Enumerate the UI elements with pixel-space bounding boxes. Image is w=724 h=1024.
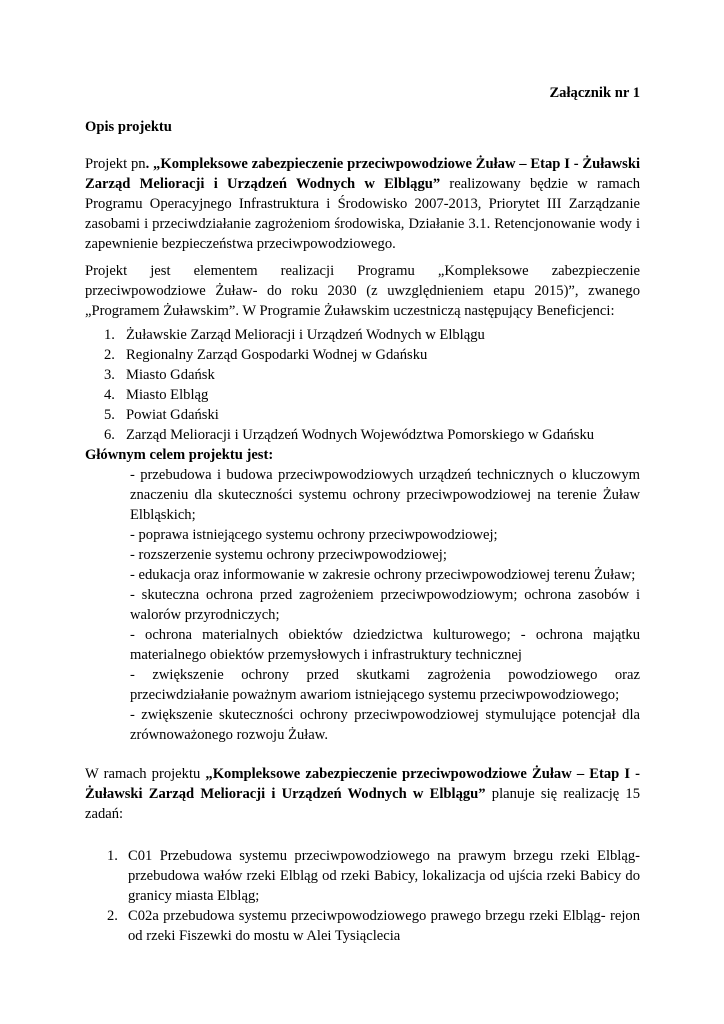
program-paragraph: Projekt jest elementem realizacji Programu „Kompleksowe zabezpieczenie przeciwpowodziowe Żuław- do roku 2030 (z uwzględnieniem etapu 2015)”, zwanego „Programem Żuławskim”. W Programie Żuławskim uczestniczą następujący Beneficjenci: — [85, 263, 640, 319]
goal-item: - przebudowa i budowa przeciwpowodziowych urządzeń technicznych o kluczowym znaczeniu dla skuteczności systemu ochrony przeciwpowodziowej na terenie Żuław Elbląskich; — [130, 467, 640, 523]
document-page — [85, 83, 640, 946]
list-text: C02a przebudowa systemu przeciwpowodziowego prawego brzegu rzeki Elbląg- rejon od rzeki Fiszewki do mostu w Alei Tysiąclecia — [128, 908, 640, 944]
list-text: Powiat Gdański — [126, 407, 219, 423]
intro-paragraph — [85, 154, 640, 254]
goal-item: - poprawa istniejącego systemu ochrony przeciwpowodziowej; — [130, 527, 498, 543]
tasks-project-name: „Kompleksowe zabezpieczenie przeciwpowodziowe Żuław – Etap I - Żuławski Zarząd Melioracji i Urządzeń Wodnych w Elblągu” — [85, 766, 640, 802]
goal-item: - zwiększenie skuteczności ochrony przeciwpowodziowej stymulujące potencjał dla zrównoważonego rozwoju Żuław. — [130, 707, 640, 743]
list-text: Zarząd Melioracji i Urządzeń Wodnych Województwa Pomorskiego w Gdańsku — [126, 427, 595, 443]
list-item — [85, 405, 640, 425]
list-number: 2. — [104, 347, 115, 363]
tasks-prefix: W ramach projektu — [85, 766, 206, 782]
goal-heading: Głównym celem projektu jest: — [85, 447, 274, 463]
list-number: 1. — [104, 327, 115, 343]
goal-item: - rozszerzenie systemu ochrony przeciwpowodziowej; — [130, 547, 447, 563]
list-number: 1. — [107, 848, 118, 864]
attachment-label: Załącznik nr 1 — [549, 85, 640, 101]
list-item — [85, 425, 640, 445]
list-text: Regionalny Zarząd Gospodarki Wodnej w Gdańsku — [126, 347, 428, 363]
list-item — [85, 906, 640, 946]
goal-item: - zwiększenie ochrony przed skutkami zagrożenia powodziowego oraz przeciwdziałanie poważnym awariom istniejącego systemu przeciwpowodziowego; — [130, 667, 640, 703]
list-item — [85, 846, 640, 906]
intro-suffix: realizowany będzie w ramach Programu Operacyjnego Infrastruktura i Środowisko 2007-2013, Priorytet III Zarządzanie zasobami i przeciwdziałanie zagrożeniom środowiska, Działanie 3.1. Retencjonowanie wody i zapewnienie bezpieczeństwa przeciwpowodziowego. — [85, 176, 640, 252]
list-text: Miasto Gdańsk — [126, 367, 215, 383]
project-name: . „Kompleksowe zabezpieczenie przeciwpowodziowe Żuław – Etap I - Żuławski Zarząd Melioracji i Urządzeń Wodnych w Elblągu” — [85, 156, 640, 192]
list-text: C01 Przebudowa systemu przeciwpowodziowego na prawym brzegu rzeki Elbląg- przebudowa wałów rzeki Elbląg od rzeki Babicy, lokalizacja od ujścia rzeki Babicy do granicy miasta Elbląg; — [128, 848, 640, 904]
goal-item: - ochrona materialnych obiektów dziedzictwa kulturowego; - ochrona majątku materialnego obiektów przemysłowych i infrastruktury technicznej — [130, 627, 640, 663]
list-number: 4. — [104, 387, 115, 403]
section-title: Opis projektu — [85, 119, 172, 135]
list-number: 3. — [104, 367, 115, 383]
goal-item: - skuteczna ochrona przed zagrożeniem przeciwpowodziowym; ochrona zasobów i walorów przyrodniczych; — [130, 587, 640, 623]
tasks-suffix: planuje się realizację 15 zadań: — [85, 786, 640, 822]
list-number: 5. — [104, 407, 115, 423]
list-item — [85, 325, 640, 345]
tasks-list — [85, 846, 640, 946]
goals-list — [130, 465, 640, 745]
list-number: 2. — [107, 908, 118, 924]
list-number: 6. — [104, 427, 115, 443]
list-item — [85, 385, 640, 405]
beneficiaries-list — [85, 325, 640, 445]
tasks-paragraph — [85, 764, 640, 824]
list-text: Żuławskie Zarząd Melioracji i Urządzeń Wodnych w Elblągu — [126, 327, 485, 343]
list-item — [85, 345, 640, 365]
list-text: Miasto Elbląg — [126, 387, 209, 403]
intro-prefix: Projekt pn — [85, 156, 146, 172]
goal-item: - edukacja oraz informowanie w zakresie ochrony przeciwpowodziowej terenu Żuław; — [130, 567, 636, 583]
list-item — [85, 365, 640, 385]
